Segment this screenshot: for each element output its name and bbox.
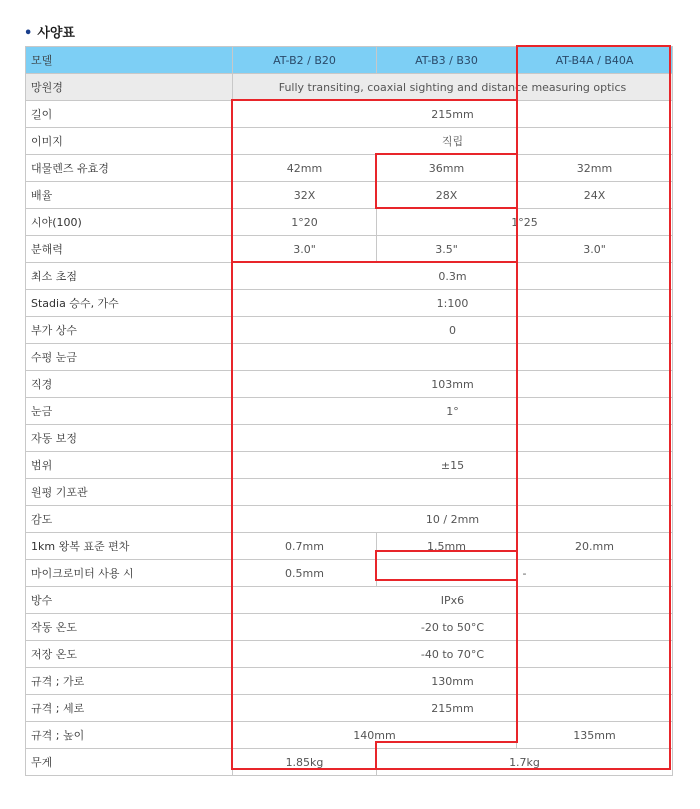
table-row [26, 533, 673, 560]
row-value: -40 to 70°C [233, 641, 673, 668]
row-label: 원평 기포관 [26, 479, 233, 506]
table-row [26, 695, 673, 722]
row-label: 배율 [26, 182, 233, 209]
row-label: 작동 온도 [26, 614, 233, 641]
row-value: Fully transiting, coaxial sighting and distance measuring optics [233, 74, 673, 101]
table-row [26, 236, 673, 263]
row-label: 망원경 [26, 74, 233, 101]
table-row [26, 479, 673, 506]
row-value: 3.5" [377, 236, 517, 263]
row-value: 103mm [233, 371, 673, 398]
table-row [26, 749, 673, 776]
row-label: 길이 [26, 101, 233, 128]
header-model-2: AT-B3 / B30 [377, 47, 517, 74]
table-header-row [26, 47, 673, 74]
row-value: 36mm [377, 155, 517, 182]
table-row [26, 290, 673, 317]
row-label: 직경 [26, 371, 233, 398]
row-value: 0.7mm [233, 533, 377, 560]
row-value: 0.3m [233, 263, 673, 290]
table-row [26, 722, 673, 749]
row-value: -20 to 50°C [233, 614, 673, 641]
table-row [26, 209, 673, 236]
row-value: 215mm [233, 695, 673, 722]
header-model-1: AT-B2 / B20 [233, 47, 377, 74]
header-model-3: AT-B4A / B40A [517, 47, 673, 74]
row-value: 1°25 [377, 209, 673, 236]
table-row [26, 614, 673, 641]
spec-table [25, 46, 673, 776]
row-label: 최소 초점 [26, 263, 233, 290]
section-title [24, 22, 75, 41]
table-row [26, 182, 673, 209]
table-row [26, 398, 673, 425]
table-row [26, 587, 673, 614]
header-label: 모델 [26, 47, 233, 74]
table-row [26, 560, 673, 587]
row-value: 135mm [517, 722, 673, 749]
row-value: 28X [377, 182, 517, 209]
row-value: 1.5mm [377, 533, 517, 560]
row-label: 분해력 [26, 236, 233, 263]
row-value: 1°20 [233, 209, 377, 236]
table-row [26, 371, 673, 398]
row-value: 42mm [233, 155, 377, 182]
row-value: 3.0" [233, 236, 377, 263]
table-row [26, 263, 673, 290]
row-label: 규격 ; 세로 [26, 695, 233, 722]
row-label: 규격 ; 높이 [26, 722, 233, 749]
row-value: 1° [233, 398, 673, 425]
table-row [26, 74, 673, 101]
row-value: 215mm [233, 101, 673, 128]
row-value: 1.85kg [233, 749, 377, 776]
row-value: 32mm [517, 155, 673, 182]
row-value: ±15 [233, 452, 673, 479]
row-label: 규격 ; 가로 [26, 668, 233, 695]
row-label: 시야(100) [26, 209, 233, 236]
row-label: 대물렌즈 유효경 [26, 155, 233, 182]
table-row [26, 155, 673, 182]
row-value: 0.5mm [233, 560, 377, 587]
row-value: 1:100 [233, 290, 673, 317]
table-row [26, 668, 673, 695]
row-value: 10 / 2mm [233, 506, 673, 533]
row-label: 자동 보정 [26, 425, 233, 452]
row-value: 1.7kg [377, 749, 673, 776]
row-label: 범위 [26, 452, 233, 479]
table-row [26, 101, 673, 128]
row-value: 130mm [233, 668, 673, 695]
row-label: 감도 [26, 506, 233, 533]
row-value [233, 479, 673, 506]
row-value [233, 344, 673, 371]
row-label: 이미지 [26, 128, 233, 155]
row-value: 3.0" [517, 236, 673, 263]
row-label: 방수 [26, 587, 233, 614]
row-value: 140mm [233, 722, 517, 749]
row-label: 무게 [26, 749, 233, 776]
row-value: 직립 [233, 128, 673, 155]
table-row [26, 506, 673, 533]
section-title-text: 사양표 [37, 26, 75, 41]
row-value: 32X [233, 182, 377, 209]
table-row [26, 641, 673, 668]
row-label: 마이크로미터 사용 시 [26, 560, 233, 587]
table-row [26, 317, 673, 344]
row-label: 저장 온도 [26, 641, 233, 668]
row-label: 부가 상수 [26, 317, 233, 344]
table-row [26, 128, 673, 155]
row-value: IPx6 [233, 587, 673, 614]
row-value: 0 [233, 317, 673, 344]
bullet-icon: • [24, 26, 33, 41]
table-row [26, 425, 673, 452]
row-label: Stadia 승수, 가수 [26, 290, 233, 317]
row-label: 1km 왕복 표준 편차 [26, 533, 233, 560]
row-label: 눈금 [26, 398, 233, 425]
row-value: 24X [517, 182, 673, 209]
row-value: 20.mm [517, 533, 673, 560]
table-row [26, 452, 673, 479]
row-label: 수평 눈금 [26, 344, 233, 371]
row-value: - [377, 560, 673, 587]
table-row [26, 344, 673, 371]
row-value [233, 425, 673, 452]
